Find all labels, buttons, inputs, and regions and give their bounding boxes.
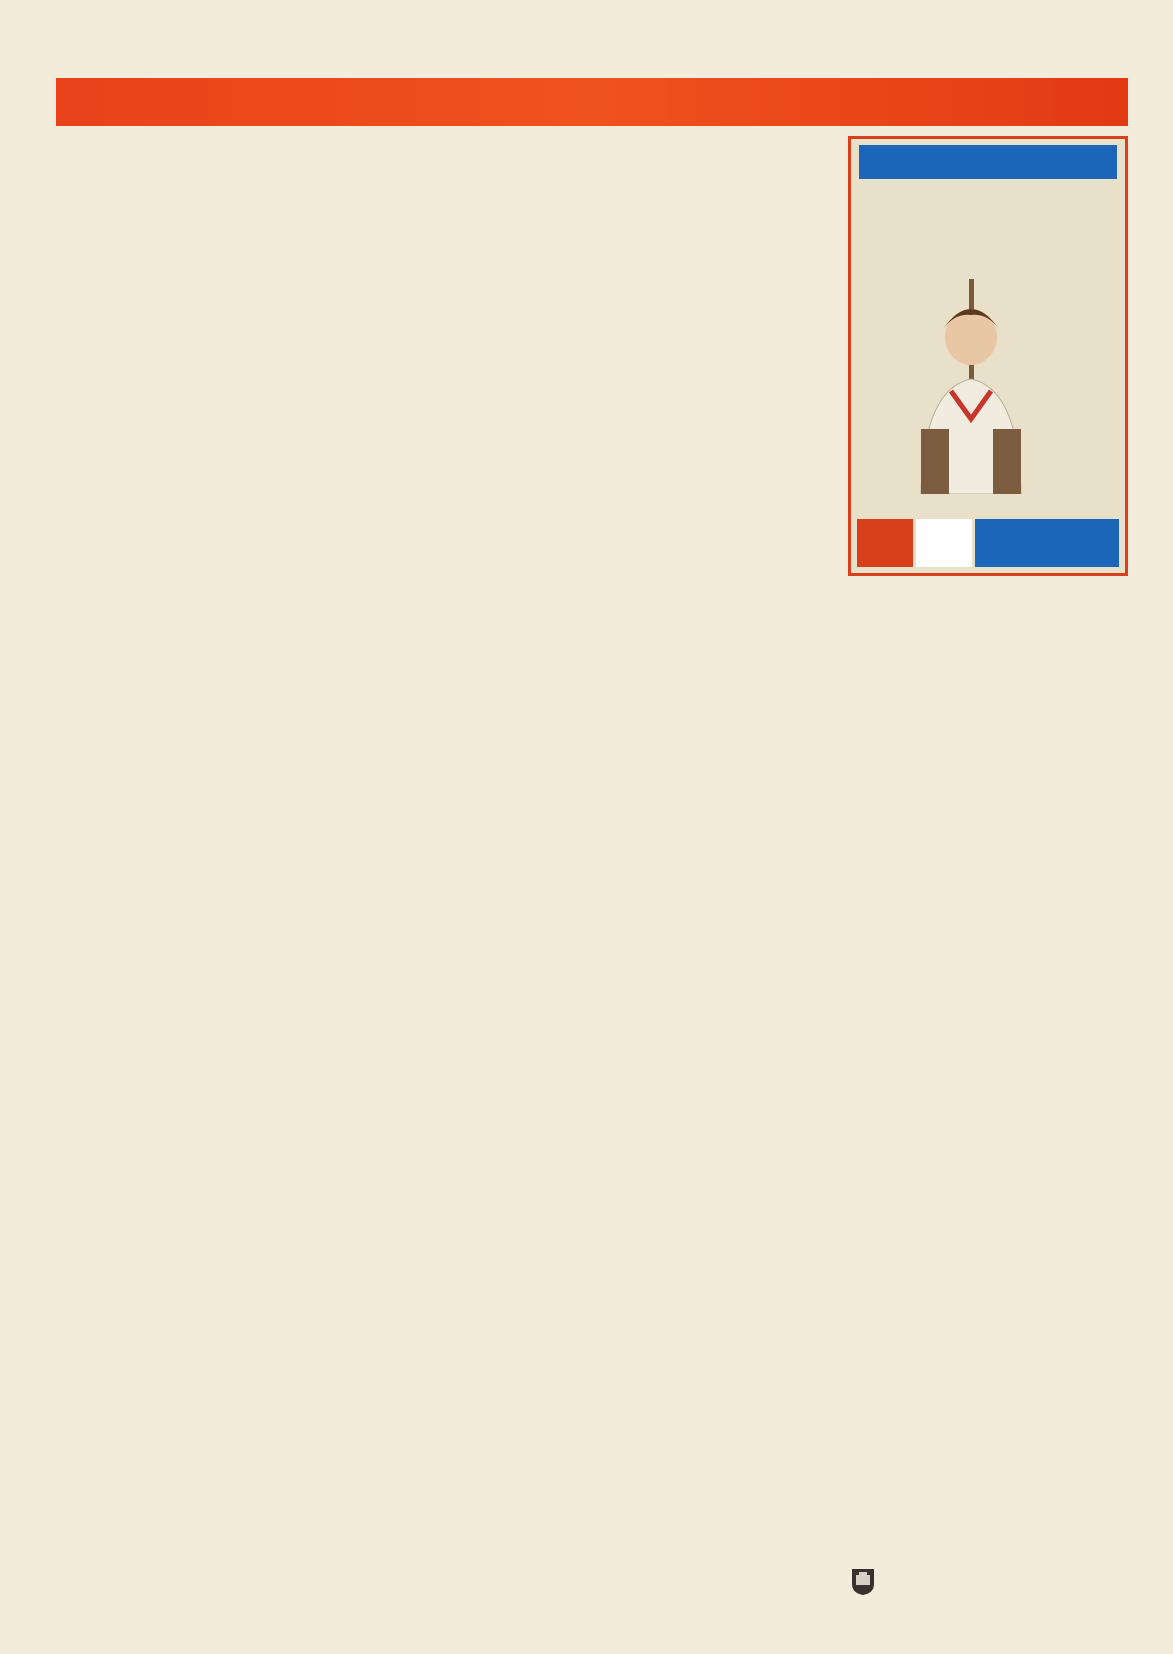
city-emblem-icon <box>851 1568 875 1596</box>
events-sheet <box>56 78 1128 576</box>
ad-vertical-text <box>1105 189 1121 509</box>
table-header <box>56 78 1128 126</box>
ad-date <box>857 519 913 567</box>
header-dates <box>226 87 280 117</box>
lower-section <box>56 130 1128 576</box>
page-footer <box>56 1568 1128 1598</box>
header-title <box>128 86 1128 118</box>
boy-illustration-icon <box>891 279 1051 494</box>
euroantik-advertisement <box>848 136 1128 576</box>
ad-location <box>975 519 1119 567</box>
event-rows-lower <box>56 130 842 576</box>
ad-footer <box>857 519 1119 567</box>
ad-logo <box>859 145 1117 179</box>
ad-hall <box>916 519 972 567</box>
